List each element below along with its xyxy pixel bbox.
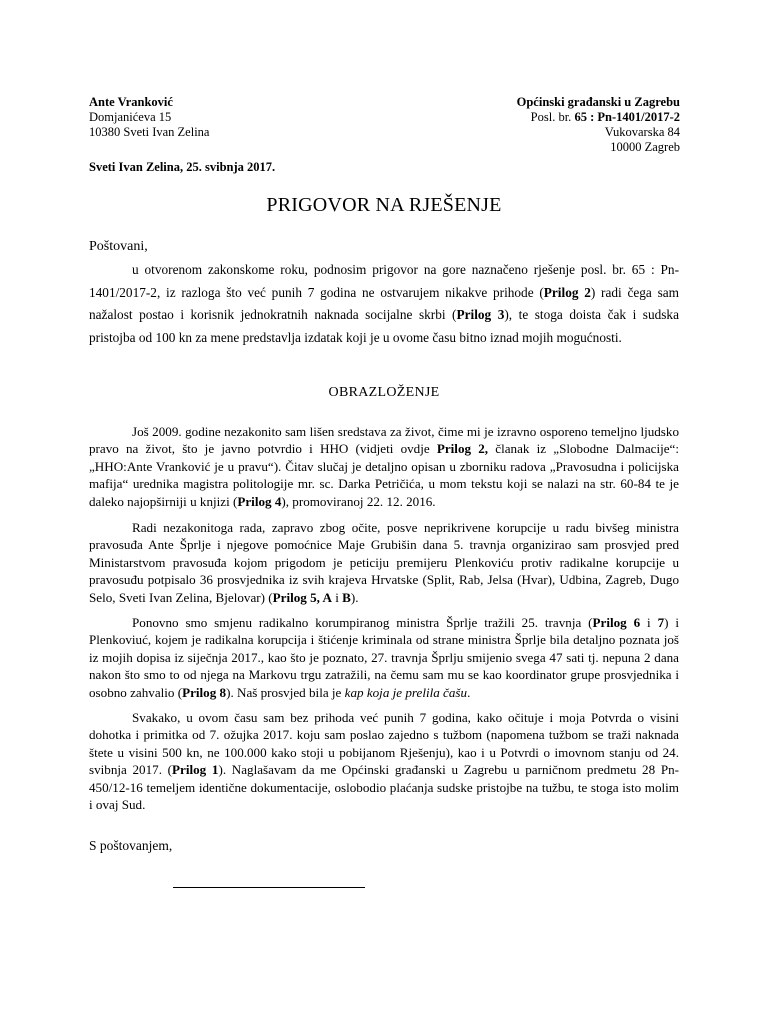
p3-text-5: . — [467, 684, 471, 700]
paragraph-4 — [89, 709, 679, 813]
sender-name: Ante Vranković — [89, 95, 173, 109]
p3-italic-phrase: kap koja je prelila čašu — [344, 684, 468, 700]
p2-text-3: ). — [350, 589, 359, 605]
p3-text-3: ) i Plenkoviuć, kojem je radikalna korupcija i štićenje kriminala od strane ministra Šprlje bila detaljno poznata još iz mojih dopisa iz siječnja 2017., kao što je poznato, 27. travnja Šprlju smijenio svega 47 sati tj. nepuna 2 dana nakon što smo to od njega na Markovu trgu zatražili, na čemu sam mu se kao koordinator grupe prosvjednika i osobno zahvalio ( — [89, 615, 680, 700]
p3-attachment-7: 7 — [657, 615, 665, 630]
p3-attachment-6: Prilog 6 — [592, 615, 641, 630]
intro-text-2: ) radi čega sam nažalost postao i korisnik jednokratnih naknada socijalne skrbi ( — [89, 284, 679, 322]
intro-text-1: u otvorenom zakonskome roku, podnosim prigovor na gore naznačeno rješenje posl. br. 65 : Pn-1401/2017-2, iz razloga što već punih 7 godina ne ostvarujem nikakve prihode ( — [89, 262, 679, 300]
p1-attachment-2: Prilog 2, — [436, 441, 489, 457]
reference-prefix: Posl. br. — [530, 110, 575, 124]
sender-city: 10380 Sveti Ivan Zelina — [89, 125, 210, 139]
p1-attachment-4: Prilog 4 — [237, 493, 282, 509]
intro-text-3: ), te stoga doista čak i sudska pristojba od 100 kn za mene predstavlja izdatak koji je u ovome času bitno iznad mojih mogućnosti. — [89, 307, 679, 345]
p1-text-3: ), promoviranoj 22. 12. 2016. — [281, 493, 436, 509]
recipient-court: Općinski građanski u Zagrebu — [516, 95, 680, 109]
p2-text-2: i — [331, 589, 343, 605]
p3-text-2: i — [640, 615, 658, 630]
paragraph-1 — [89, 423, 679, 510]
p2-attachment-5b: B — [342, 589, 351, 605]
salutation: Poštovani, — [89, 239, 148, 254]
p1-text-2: članak iz „Slobodne Dalmacije“: „HHO:Ante Vranković je u pravu“). Čitav slučaj je detaljno opisan u zborniku radova „Pravosudna i policijska mafija“ urednika magistra politologije mr. sc. Darka Petričića, u mom tekstu koji se nalazi na str. 60-84 te je daleko najopširniji u knjizi ( — [89, 441, 679, 509]
section-title: OBRAZLOŽENJE — [328, 385, 440, 400]
recipient-block — [517, 95, 680, 155]
intro-attachment-2: Prilog 2 — [543, 284, 591, 300]
p1-text-1: Još 2009. godine nezakonito sam lišen sredstava za život, čime mi je izravno osporeno temeljno ljudsko pravo na život, što je javno potvrdio i HHO (vidjeti ovdje — [89, 424, 679, 457]
p2-text-1: Radi nezakonitoga rada, zapravo zbog očite, posve neprikrivene korupcije u radu bivšeg ministra pravosuđa Ante Šprlje i njegove pomoćnice Maje Grubišin dana 5. travnja organizirao sam prosvjed pred Ministarstvom pravosuđa kojom prigodom je peticiju premijeru Plenkoviću protiv radikalne korupcije u pravosuđu potpisalo 36 prosvjednika iz svih krajeva Hrvatske (Split, Rab, Jelsa (Hvar), Udbina, Zagreb, Dugo Selo, Sveti Ivan Zelina, Bjelovar) ( — [89, 520, 679, 605]
sender-block — [89, 95, 209, 140]
recipient-reference — [517, 110, 680, 125]
place-date: Sveti Ivan Zelina, 25. svibnja 2017. — [89, 160, 276, 174]
paragraph-3 — [89, 614, 679, 701]
p4-text-2: ). Naglašavam da me Općinski građanski u Zagrebu u parničnom predmetu 28 Pn-450/12-16 temeljem identične dokumentacije, oslobodio plaćanja sudske pristojbe na tužbu, te stoga isto molim i ovaj Sud. — [89, 762, 680, 813]
intro-paragraph — [89, 259, 679, 349]
recipient-city: 10000 Zagreb — [610, 140, 680, 154]
paragraph-2 — [89, 519, 679, 606]
p4-text-1: Svakako, u ovom času sam bez prihoda već punih 7 godina, kako očituje i moja Potvrda o visini dohotka i primitka od 7. ožujka 2017. koju sam poslao zajedno s tužbom (napomena tužbom se traži naknada štete u visini 500 kn, ne 100.000 kako stoji u pobijanom Rješenju), kao i u Potvrdi o imovnom stanju od 24. svibnja 2017. ( — [89, 710, 679, 778]
p3-text-1: Ponovno smo smjenu radikalno korumpiranog ministra Šprlje tražili 25. travnja ( — [132, 615, 593, 630]
p3-text-4: ). Naš prosvjed bila je — [226, 684, 345, 700]
p4-attachment-1: Prilog 1 — [172, 762, 219, 778]
p2-attachment-5a: Prilog 5, A — [272, 589, 332, 605]
closing: S poštovanjem, — [89, 838, 173, 853]
p3-attachment-8: Prilog 8 — [182, 684, 227, 700]
intro-attachment-3: Prilog 3 — [456, 307, 505, 322]
sender-street: Domjanićeva 15 — [89, 110, 172, 124]
recipient-street: Vukovarska 84 — [604, 125, 680, 139]
reference-number: 65 : Pn-1401/2017-2 — [574, 110, 680, 124]
signature-line — [173, 887, 365, 888]
document-title: PRIGOVOR NA RJEŠENJE — [266, 194, 502, 216]
